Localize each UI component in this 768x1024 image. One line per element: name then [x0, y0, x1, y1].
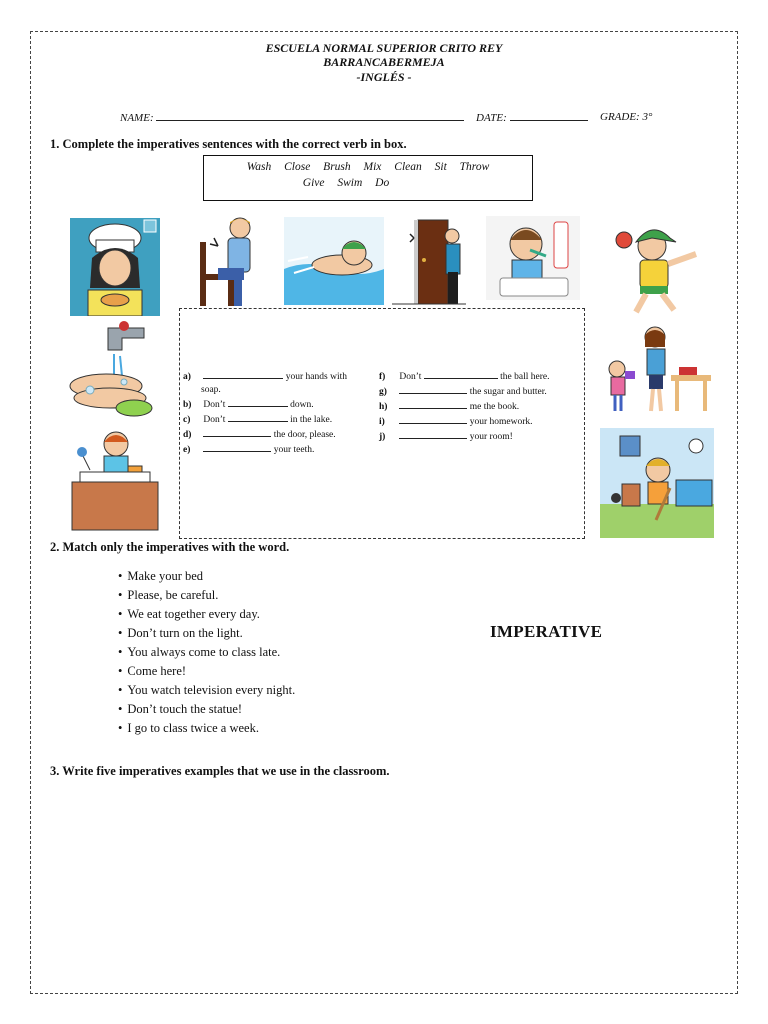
- exercise-j: j) your room!: [379, 429, 579, 444]
- exercise-e: e) your teeth.: [183, 442, 383, 457]
- boy-cleaning-room-illustration: [600, 428, 714, 538]
- exercise-b-blank[interactable]: [228, 397, 288, 407]
- exercises-left-column: [183, 369, 383, 457]
- exercise-j-blank[interactable]: [399, 429, 467, 439]
- city-name: BARRANCABERMEJA: [323, 55, 445, 69]
- list-item[interactable]: • Come here!: [118, 662, 295, 681]
- date-blank[interactable]: [510, 111, 588, 121]
- boy-swimming-illustration: [284, 217, 384, 305]
- exercise-c: c) Don’t in the lake.: [183, 412, 383, 427]
- section1-title: 1. Complete the imperatives sentences with the correct verb in box.: [50, 137, 407, 151]
- section2-title: 2. Match only the imperatives with the word.: [50, 540, 290, 554]
- exercise-c-blank[interactable]: [228, 412, 288, 422]
- boy-throwing-ball-illustration: [606, 220, 702, 316]
- exercise-e-blank[interactable]: [203, 442, 271, 452]
- exercise-a: a) your hands with: [183, 369, 383, 384]
- section3-title: 3. Write five imperatives examples that we use in the classroom.: [50, 764, 390, 778]
- exercises-right-column: [379, 369, 579, 444]
- list-item[interactable]: • You watch television every night.: [118, 681, 295, 700]
- exercise-d-blank[interactable]: [203, 427, 271, 437]
- exercise-g-blank[interactable]: [399, 384, 467, 394]
- list-item[interactable]: • We eat together every day.: [118, 605, 295, 624]
- name-label: NAME:: [120, 112, 154, 124]
- exercise-i: i) your homework.: [379, 414, 579, 429]
- name-blank[interactable]: [156, 111, 464, 121]
- list-item[interactable]: • Don’t touch the statue!: [118, 700, 295, 719]
- boy-doing-homework-illustration: [66, 430, 162, 532]
- grade-label: GRADE: 3°: [600, 111, 653, 123]
- man-closing-door-illustration: [392, 216, 466, 306]
- exercise-a-continued: soap.: [201, 385, 221, 395]
- verb-list-line1: Wash Close Brush Mix Clean Sit Throw: [246, 161, 490, 173]
- subject-name: -INGLÉS -: [356, 70, 412, 84]
- verb-box: [203, 155, 533, 201]
- list-item[interactable]: • Don’t turn on the light.: [118, 624, 295, 643]
- sentence-list: [118, 567, 295, 738]
- exercise-i-blank[interactable]: [399, 414, 467, 424]
- exercise-d: d) the door, please.: [183, 427, 383, 442]
- exercise-a-blank[interactable]: [203, 369, 283, 379]
- list-item[interactable]: • Please, be careful.: [118, 586, 295, 605]
- exercise-b: b) Don’t down.: [183, 397, 383, 412]
- girl-giving-book-illustration: [603, 325, 713, 415]
- boy-brushing-teeth-illustration: [486, 216, 580, 300]
- exercise-g: g) the sugar and butter.: [379, 384, 579, 399]
- list-item[interactable]: • You always come to class late.: [118, 643, 295, 662]
- exercise-f-blank[interactable]: [424, 369, 498, 379]
- boy-sitting-illustration: [196, 216, 260, 308]
- school-name: ESCUELA NORMAL SUPERIOR CRITO REY: [265, 41, 503, 55]
- hands-washing-illustration: [64, 320, 158, 424]
- date-field[interactable]: [476, 111, 588, 124]
- exercise-h-blank[interactable]: [399, 399, 467, 409]
- verb-list-line2: Give Swim Do: [302, 177, 390, 189]
- chef-mixing-illustration: [70, 218, 160, 316]
- name-field[interactable]: [120, 111, 464, 124]
- exercise-f: f) Don’t the ball here.: [379, 369, 579, 384]
- date-label: DATE:: [476, 112, 507, 124]
- list-item[interactable]: • I go to class twice a week.: [118, 719, 295, 738]
- list-item[interactable]: • Make your bed: [118, 567, 295, 586]
- imperative-word[interactable]: IMPERATIVE: [490, 622, 603, 641]
- exercise-h: h) me the book.: [379, 399, 579, 414]
